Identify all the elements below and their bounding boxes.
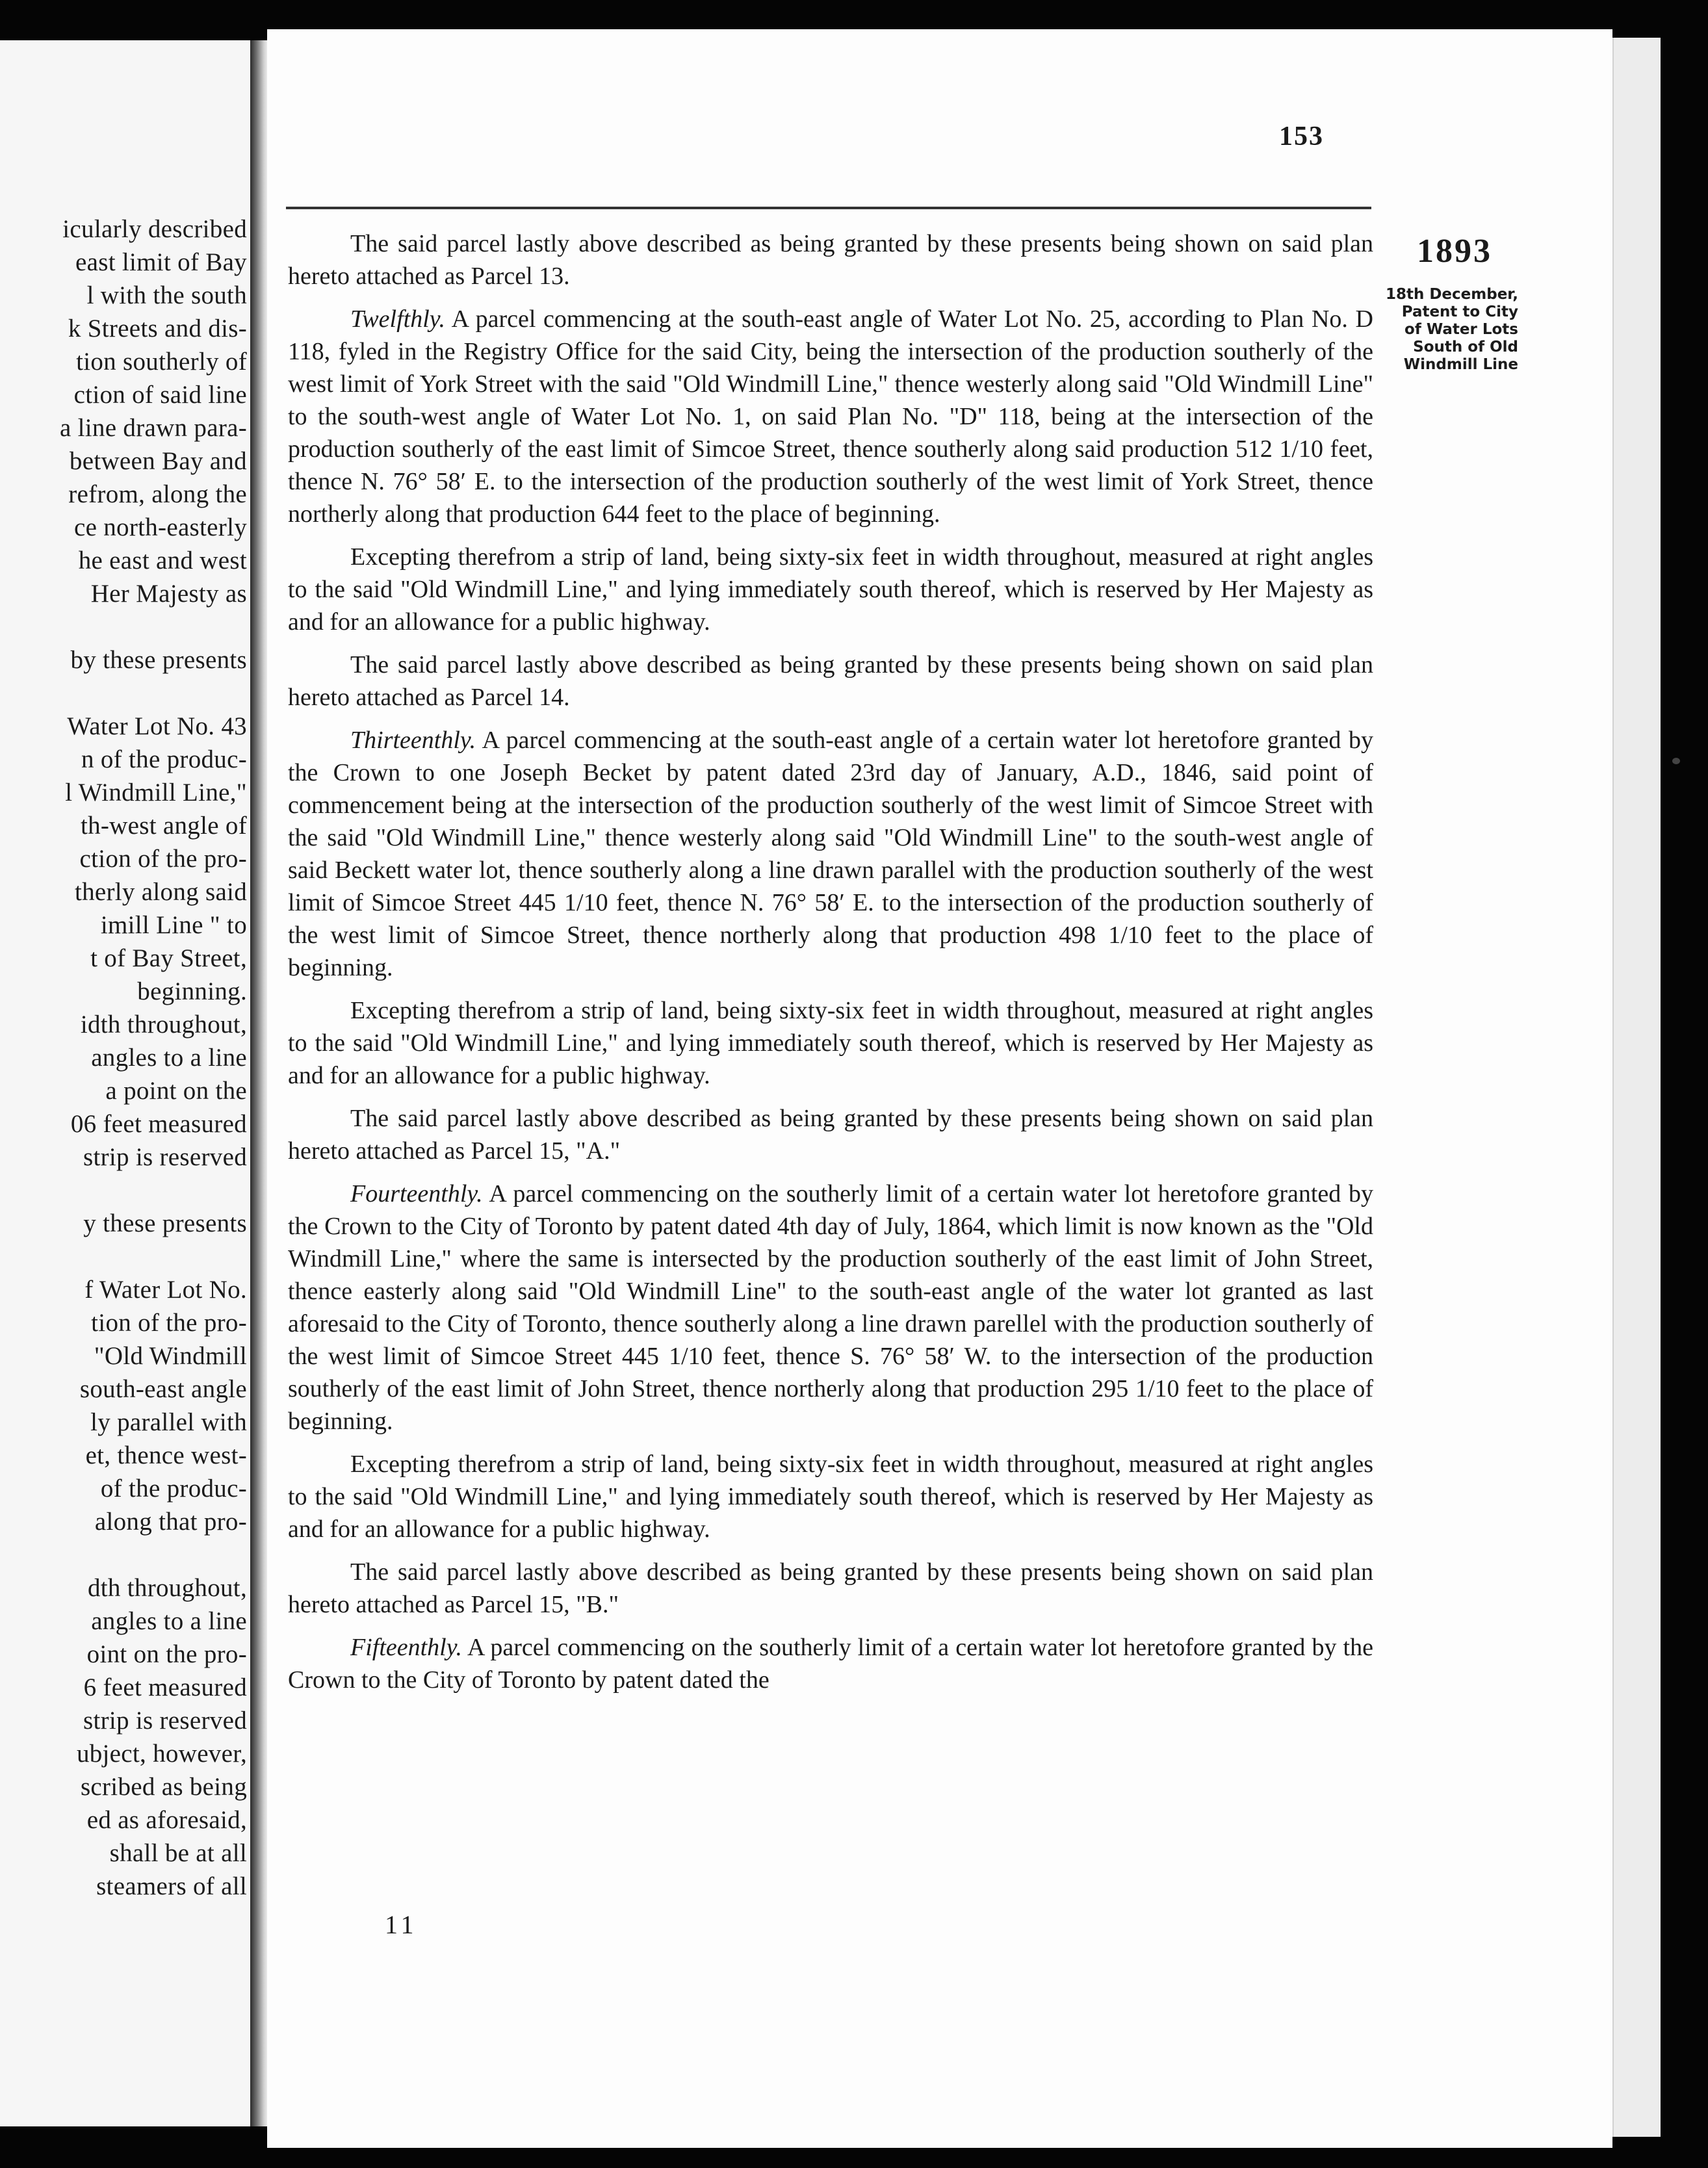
paragraph-text: A parcel commencing at the south-east angle of Water Lot No. 25, according to Plan No. D 118, fyled in the Registry Office for the said City, being the intersection of the production southerly of the west limit of York Street with the said "Old Windmill Line," thence westerly along said "Old Windmill Line" to the south-west angle of Water Lot No. 1, on said Plan No. "D" 118, being at the intersection of the production southerly of the east limit of Simcoe Street, thence southerly along said production 512 1/10 feet, thence N. 76° 58′ E. to the intersection of the production southerly of the west limit of York Street, thence northerly along that production 644 feet to the place of beginning. — [288, 305, 1373, 528]
facing-page-line: "Old Windmill — [94, 1342, 247, 1370]
facing-page-line: strip is reserved — [83, 1707, 247, 1735]
facing-page-line: between Bay and — [69, 447, 247, 475]
facing-page-line: shall be at all — [109, 1839, 247, 1867]
paragraph-text: Excepting therefrom a strip of land, being sixty-six feet in width throughout, measured at right angles to the said "Old Windmill Line," and lying immediately south thereof, which is reserved by Her Majesty as and for an allowance for a public highway. — [288, 1451, 1373, 1543]
facing-page-line: dth throughout, — [88, 1574, 247, 1602]
paragraph — [288, 1556, 1373, 1621]
facing-page-text — [0, 213, 247, 1903]
facing-page-line: n of the produc- — [81, 745, 247, 773]
paragraph — [288, 724, 1373, 984]
facing-page-line: imill Line " to — [100, 911, 247, 939]
paragraph-text: Excepting therefrom a strip of land, being sixty-six feet in width throughout, measured at right angles to the said "Old Windmill Line," and lying immediately south thereof, which is reserved by Her Majesty as and for an allowance for a public highway. — [288, 543, 1373, 636]
paragraph-text: Excepting therefrom a strip of land, being sixty-six feet in width throughout, measured at right angles to the said "Old Windmill Line," and lying immediately south thereof, which is reserved by Her Majesty as and for an allowance for a public highway. — [288, 997, 1373, 1089]
facing-page-line: refrom, along the — [68, 480, 247, 508]
margin-year: 1893 — [1417, 233, 1492, 270]
facing-page-line: angles to a line — [91, 1607, 247, 1635]
facing-page-line: ce north-easterly — [73, 513, 247, 541]
paragraph — [288, 227, 1373, 292]
body-text — [288, 227, 1373, 1707]
facing-page-line: 06 feet measured — [70, 1110, 247, 1138]
margin-note — [1375, 286, 1518, 374]
paragraph — [288, 303, 1373, 530]
facing-page-line — [0, 1240, 247, 1273]
margin-note-line: Windmill Line — [1403, 356, 1518, 373]
facing-page-line: 6 feet measured — [83, 1673, 247, 1701]
facing-page-line — [0, 1538, 247, 1571]
margin-note-line: Patent to City — [1401, 303, 1518, 320]
facing-page-line: he east and west — [78, 547, 247, 574]
facing-page-line: therly along said — [74, 878, 247, 906]
paragraph — [288, 1178, 1373, 1438]
paragraph-lead: Thirteenthly. — [350, 727, 476, 754]
header-rule — [286, 207, 1371, 209]
facing-page-line: beginning. — [137, 977, 247, 1005]
facing-page-line: by these presents — [70, 646, 247, 674]
paragraph — [288, 649, 1373, 714]
paragraph-text: A parcel commencing on the southerly limit of a certain water lot heretofore granted by the Crown to the City of Toronto by patent dated the — [288, 1634, 1373, 1694]
paragraph-text: The said parcel lastly above described as being granted by these presents being shown on said plan hereto attached as Parcel 13. — [288, 230, 1373, 290]
facing-page-left — [0, 40, 250, 2126]
facing-page-line: k Streets and dis- — [68, 315, 247, 342]
facing-page-line: of the produc- — [100, 1475, 247, 1503]
signature-mark: 11 — [385, 1910, 418, 1939]
facing-page-line: ed as aforesaid, — [86, 1806, 247, 1834]
facing-page-line — [0, 1174, 247, 1207]
facing-page-line: Her Majesty as — [90, 580, 247, 608]
facing-page-line: along that pro- — [94, 1508, 247, 1536]
facing-page-line: Water Lot No. 43 — [67, 712, 247, 740]
facing-page-line: f Water Lot No. — [84, 1276, 247, 1304]
facing-page-line: tion southerly of — [76, 348, 247, 376]
paragraph-text: A parcel commencing at the south-east angle of a certain water lot heretofore granted by the Crown to one Joseph Becket by patent dated 23rd day of January, A.D., 1846, said point of commencement being at the intersection of the production southerly of the west limit of Simcoe Street with the said "Old Windmill Line," thence westerly along said "Old Windmill Line" to the south-west angle of said Beckett water lot, thence southerly along a line drawn parallel with the production southerly of the west limit of Simcoe Street 445 1/10 feet, thence N. 76° 58′ E. to the intersection of the production southerly of the west limit of Simcoe Street, thence northerly along that production 498 1/10 feet to the place of beginning. — [288, 727, 1373, 981]
facing-page-line: t of Bay Street, — [90, 944, 247, 972]
book-spine — [250, 40, 267, 2126]
facing-page-line: ction of said line — [73, 381, 247, 409]
paragraph-lead: Fifteenthly. — [350, 1634, 463, 1661]
facing-page-line: th-west angle of — [80, 812, 247, 840]
margin-note-line: 18th December, — [1385, 286, 1518, 303]
page-edge — [1612, 38, 1661, 2137]
paragraph — [288, 1102, 1373, 1167]
facing-page-line — [0, 677, 247, 710]
paragraph-lead: Twelfthly. — [350, 305, 446, 333]
facing-page-line: y these presents — [83, 1209, 247, 1237]
paragraph-text: A parcel commencing on the southerly limit of a certain water lot heretofore granted by the Crown to the City of Toronto by patent dated 4th day of July, 1864, which limit is now known as the "Old Windmill Line," where the same is intersected by the production southerly of the east limit of John Street, thence easterly along said "Old Windmill Line" to the south-east angle of the water lot granted as last aforesaid to the City of Toronto, thence southerly along a line drawn parellel with the production southerly of the west limit of Simcoe Street 445 1/10 feet, thence S. 76° 58′ W. to the intersection of the production southerly of the east limit of John Street, thence northerly along that production 295 1/10 feet to the place of beginning. — [288, 1180, 1373, 1435]
ink-speck — [1672, 758, 1680, 764]
paragraph — [288, 994, 1373, 1092]
paragraph-text: The said parcel lastly above described as being granted by these presents being shown on said plan hereto attached as Parcel 14. — [288, 651, 1373, 711]
paragraph — [288, 1631, 1373, 1696]
facing-page-line: south-east angle — [79, 1375, 247, 1403]
paragraph — [288, 541, 1373, 638]
facing-page-line: ly parallel with — [90, 1408, 247, 1436]
facing-page-line: l Windmill Line," — [65, 779, 247, 807]
facing-page-line: et, thence west- — [85, 1441, 247, 1469]
facing-page-line: angles to a line — [91, 1044, 247, 1072]
facing-page-line: icularly described — [62, 215, 247, 243]
facing-page-line: tion of the pro- — [91, 1309, 247, 1337]
facing-page-line: a point on the — [105, 1077, 247, 1105]
facing-page-line: ubject, however, — [76, 1740, 247, 1768]
facing-page-line: oint on the pro- — [86, 1640, 247, 1668]
paragraph-lead: Fourteenthly. — [350, 1180, 483, 1207]
facing-page-line: steamers of all — [96, 1872, 247, 1900]
facing-page-line: a line drawn para- — [60, 414, 247, 442]
facing-page-line — [0, 610, 247, 643]
facing-page-line: l with the south — [86, 281, 247, 309]
paragraph-text: The said parcel lastly above described as being granted by these presents being shown on said plan hereto attached as Parcel 15, "B." — [288, 1558, 1373, 1618]
facing-page-line: scribed as being — [80, 1773, 247, 1801]
paragraph-text: The said parcel lastly above described as being granted by these presents being shown on said plan hereto attached as Parcel 15, "A." — [288, 1105, 1373, 1165]
page-number: 153 — [1279, 122, 1324, 151]
facing-page-line: idth throughout, — [80, 1011, 247, 1039]
facing-page-line: ction of the pro- — [79, 845, 247, 873]
margin-note-line: South of Old — [1413, 339, 1518, 355]
facing-page-line: strip is reserved — [83, 1143, 247, 1171]
facing-page-line: east limit of Bay — [75, 248, 247, 276]
margin-note-line: of Water Lots — [1404, 321, 1518, 338]
paragraph — [288, 1448, 1373, 1545]
